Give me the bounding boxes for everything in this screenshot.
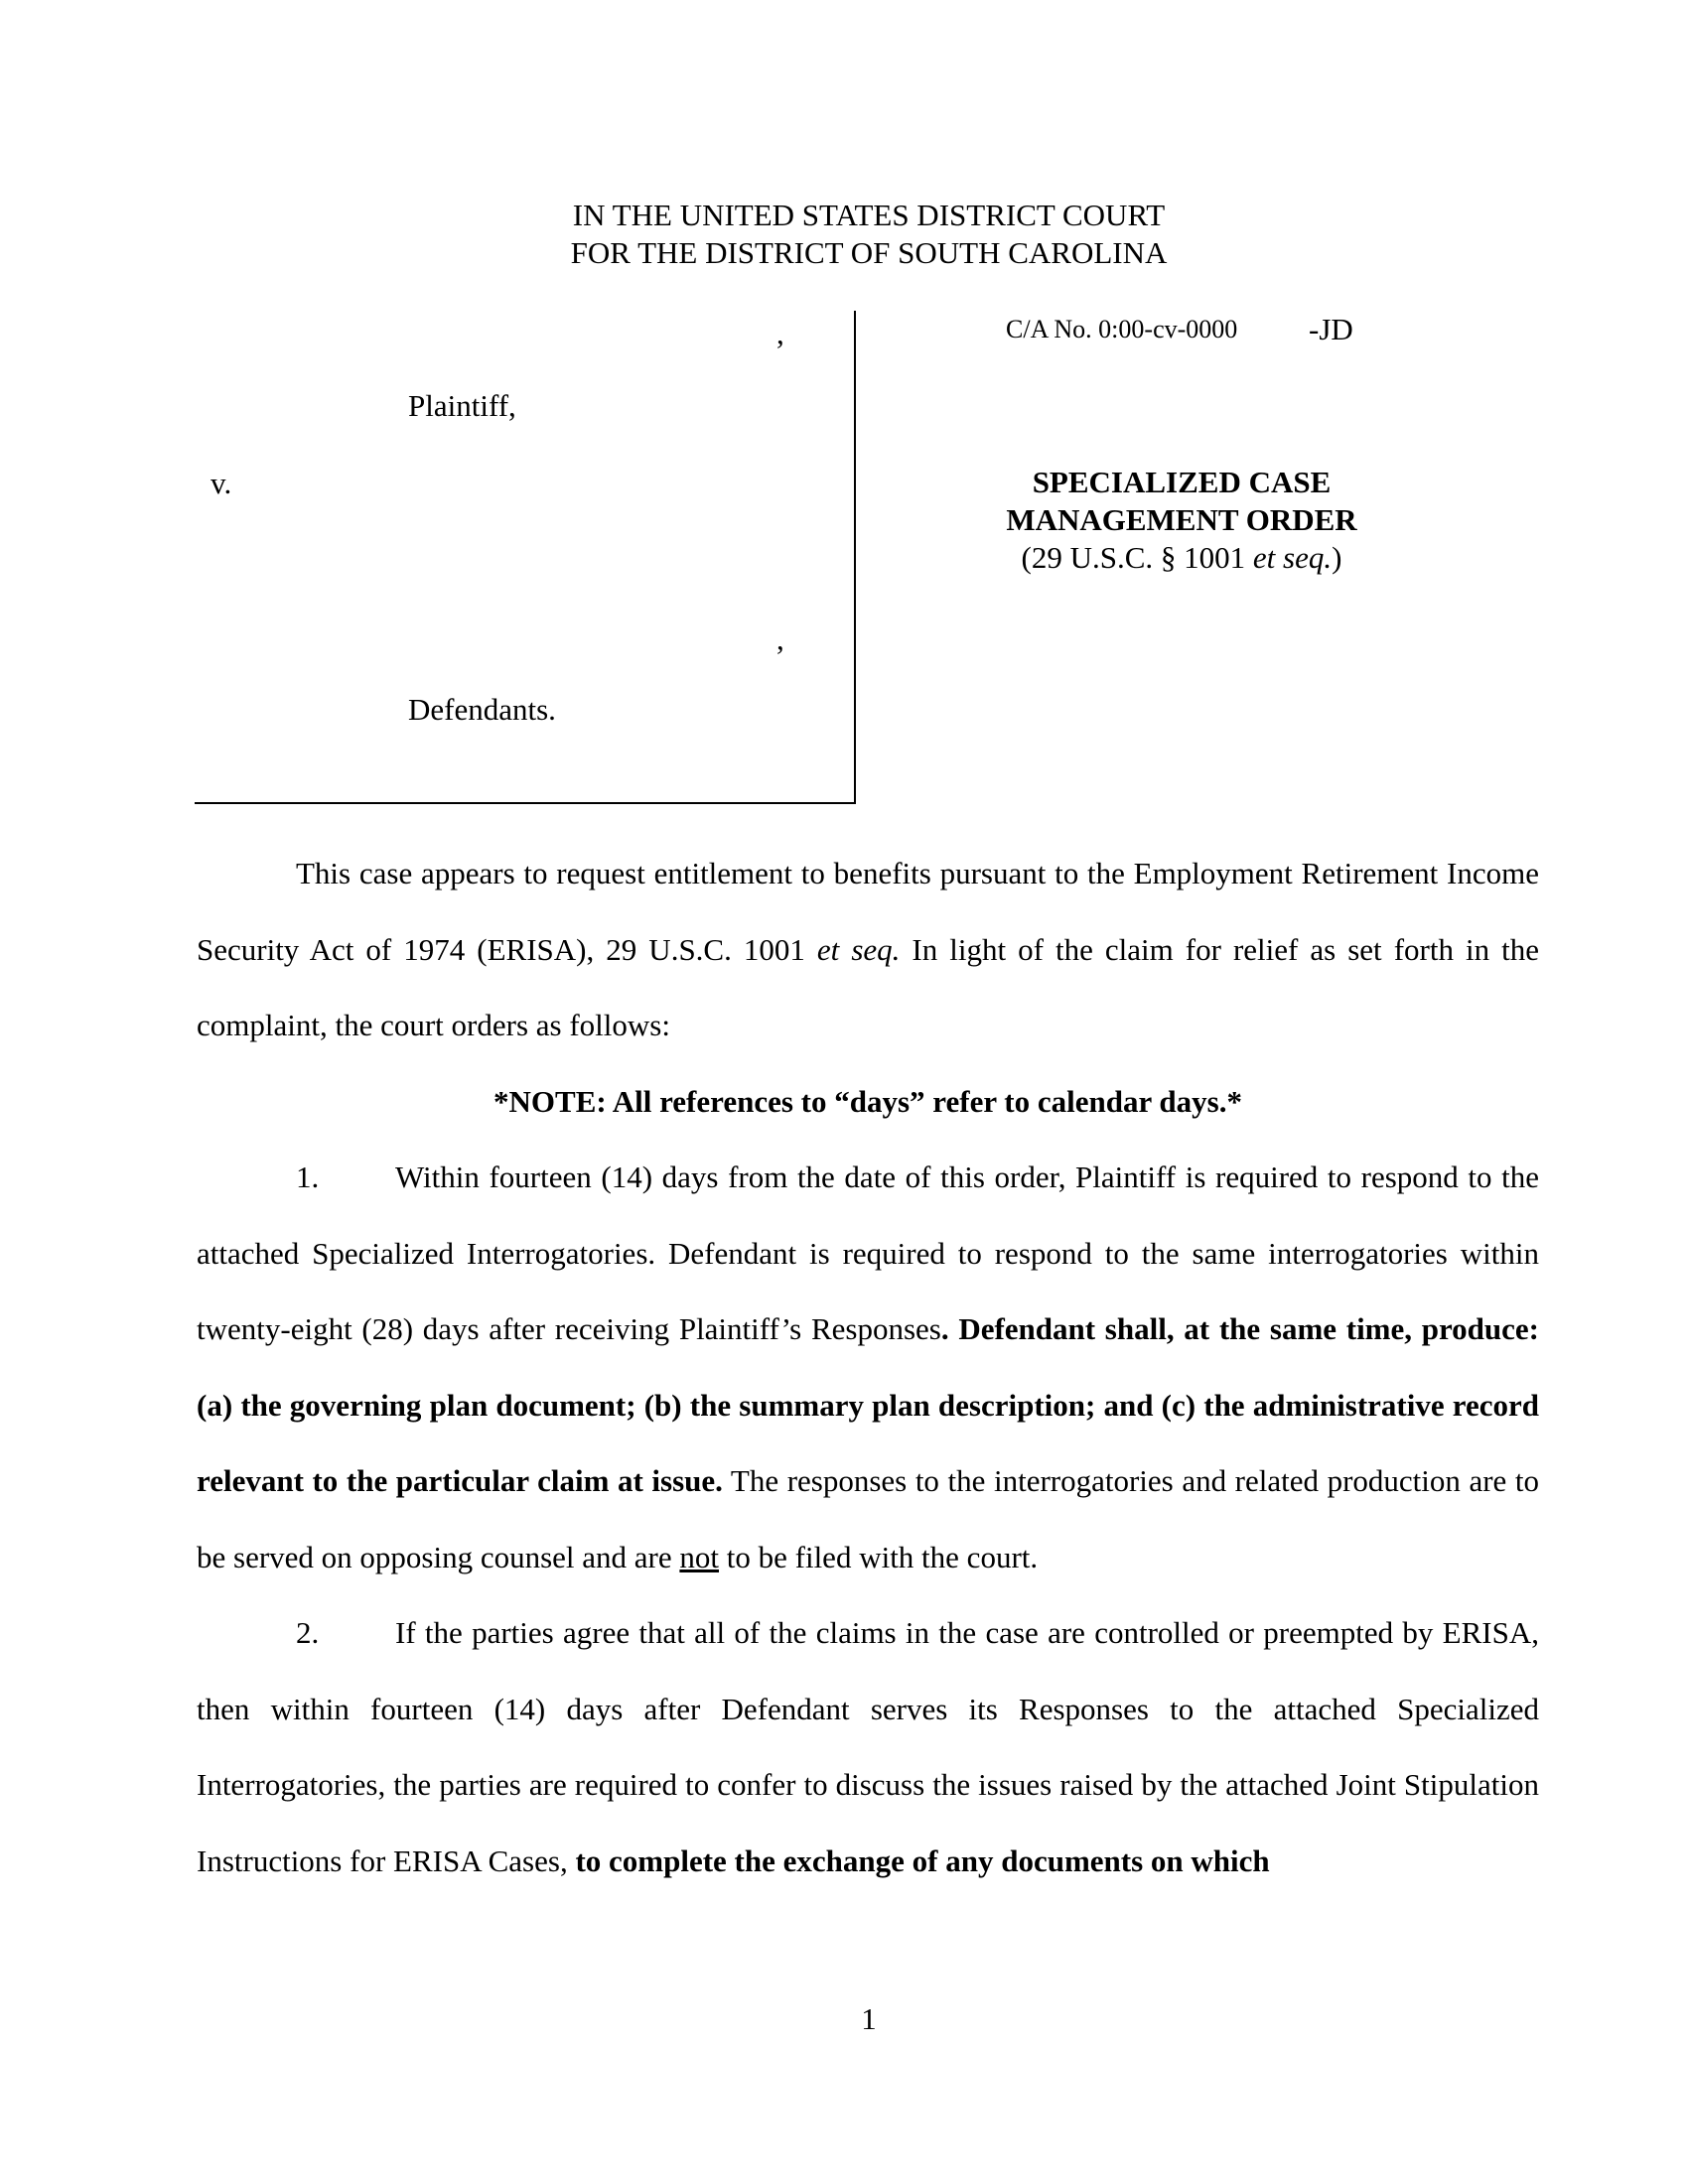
court-name-line: IN THE UNITED STATES DISTRICT COURT (572, 198, 1166, 232)
court-district-line: FOR THE DISTRICT OF SOUTH CAROLINA (570, 235, 1168, 270)
statute-citation: (29 U.S.C. § 1001 et seq.) (1021, 540, 1342, 575)
intro-paragraph: This case appears to request entitlement to benefits pursuant to the Employment Retirement Income Security Act of 1974 (ERISA), 29 U.S.C. 1001 et seq. In light of the claim for relief as set forth in the complaint, the court orders as follows: (197, 856, 1539, 1042)
plaintiff-label: Plaintiff, (408, 388, 516, 423)
court-header (0, 197, 1688, 272)
calendar-days-note: *NOTE: All references to “days” refer to calendar days.* (493, 1083, 1242, 1119)
page-number: 1 (861, 2001, 877, 2036)
order-title (953, 464, 1410, 577)
order-title-line1: SPECIALIZED CASE (1032, 465, 1332, 499)
order-title-line2: MANAGEMENT ORDER (1006, 502, 1357, 537)
paragraph-2: 2. If the parties agree that all of the claims in the case are controlled or preempted by ERISA, then within fourteen (14) days after Defendant serves its Responses to the attached Specialized Interrogatories, the parties are required to confer to discuss the issues raised by the attached Joint Stipulation Instructions for ERISA Cases, to complete the exchange of any documents on which (197, 1595, 1539, 1899)
case-judge-suffix: -JD (1309, 312, 1353, 346)
paragraph-1: 1. Within fourteen (14) days from the date of this order, Plaintiff is required to respond to the attached Specialized Interrogatories. Defendant is required to respond to the same interrogatories within twenty-eight (28) days after receiving Plaintiff’s Responses. Defendant shall, at the same time, produce: (a) the governing plan document; (b) the summary plan description; and (c) the administrative record relevant to the particular claim at issue. The responses to the interrogatories and related production are to be served on opposing counsel and are not to be filed with the court. (197, 1140, 1539, 1595)
order-body (197, 836, 1539, 1899)
defendants-label: Defendants. (408, 692, 556, 727)
paragraph-number: 2. (296, 1615, 320, 1650)
paragraph-number: 1. (296, 1160, 320, 1194)
defendant-name-comma: , (776, 621, 784, 656)
versus-label: v. (211, 466, 232, 500)
case-caption-box (195, 311, 856, 804)
case-number: C/A No. 0:00-cv-0000 (1006, 315, 1238, 343)
plaintiff-name-comma: , (776, 316, 784, 350)
